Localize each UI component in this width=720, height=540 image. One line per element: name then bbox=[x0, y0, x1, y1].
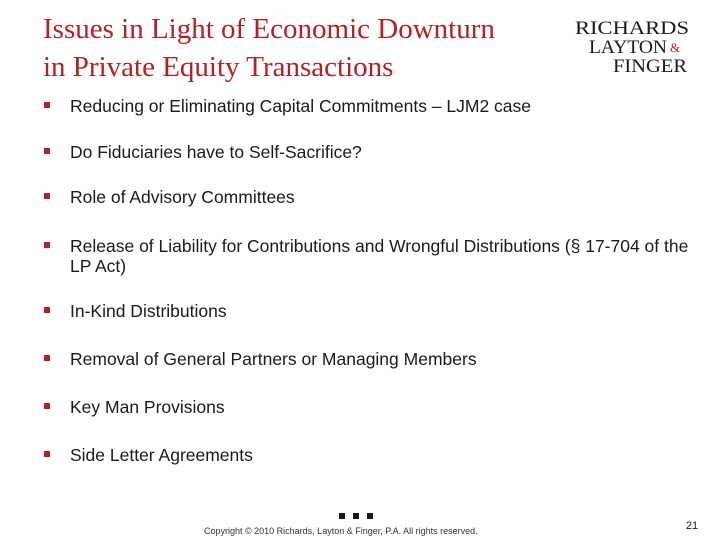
logo-line-finger: FINGER bbox=[613, 56, 688, 76]
list-item: Reducing or Eliminating Capital Commitments – LJM2 case bbox=[44, 96, 694, 116]
list-item: Role of Advisory Committees bbox=[44, 187, 694, 207]
footer-squares-ornament bbox=[339, 513, 379, 521]
page-number: 21 bbox=[685, 520, 699, 532]
bullet-square-icon bbox=[44, 403, 50, 409]
logo-line-layton: LAYTON bbox=[589, 37, 668, 58]
bullet-square-icon bbox=[44, 242, 50, 248]
copyright-footer: Copyright © 2010 Richards, Layton & Finger, P.A. All rights reserved. bbox=[204, 526, 478, 536]
list-item: Do Fiduciaries have to Self-Sacrifice? bbox=[44, 142, 694, 162]
list-item: In-Kind Distributions bbox=[44, 301, 694, 321]
list-item: Side Letter Agreements bbox=[44, 445, 694, 465]
bullet-square-icon bbox=[44, 193, 50, 199]
richards-layton-finger-logo bbox=[573, 14, 691, 76]
list-item: Key Man Provisions bbox=[44, 397, 694, 417]
logo-ampersand: & bbox=[670, 40, 681, 55]
bullet-square-icon bbox=[44, 355, 50, 361]
square-icon bbox=[367, 513, 373, 519]
square-icon bbox=[339, 513, 345, 519]
logo-line-richards: RICHARDS bbox=[575, 18, 689, 39]
list-item: Removal of General Partners or Managing Members bbox=[44, 349, 694, 369]
bullet-square-icon bbox=[44, 102, 50, 108]
slide-title-line-1: Issues in Light of Economic Downturn bbox=[43, 13, 495, 45]
list-item: Release of Liability for Contributions and Wrongful Distributions (§ 17-704 of the LP Act) bbox=[44, 236, 694, 276]
slide-title-line-2: in Private Equity Transactions bbox=[43, 51, 394, 83]
bullet-square-icon bbox=[44, 148, 50, 154]
bullet-square-icon bbox=[44, 307, 50, 313]
square-icon bbox=[353, 513, 359, 519]
slide-title bbox=[43, 10, 563, 86]
bullet-square-icon bbox=[44, 451, 50, 457]
